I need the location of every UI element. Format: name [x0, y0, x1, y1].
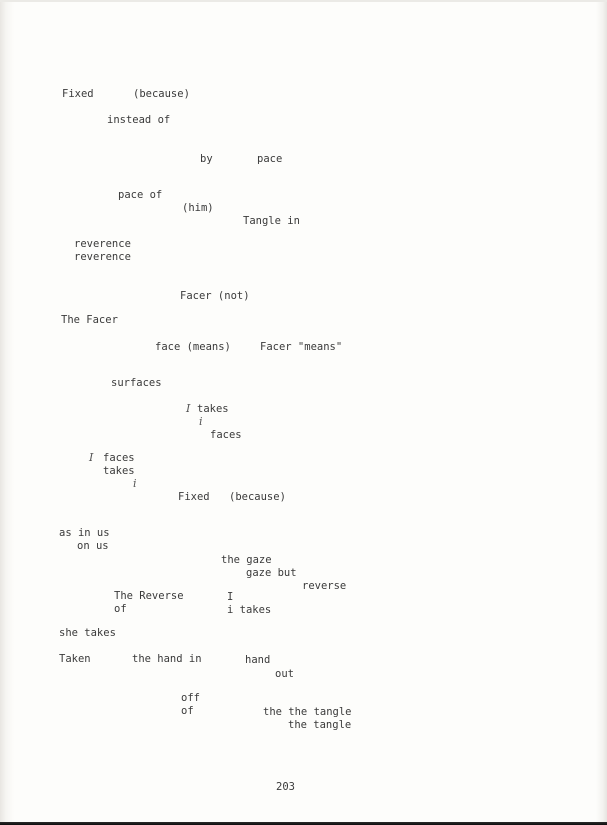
poem-word: Facer "means": [260, 341, 343, 353]
poem-word: the gaze: [221, 554, 272, 566]
page-top-edge: [0, 0, 607, 2]
poem-word: I: [227, 591, 234, 603]
poem-word: (because): [133, 88, 190, 100]
poem-word: pace of: [118, 189, 163, 201]
poem-word: reverence: [74, 238, 131, 250]
poem-word: of: [114, 603, 127, 615]
poem-word: surfaces: [111, 377, 162, 389]
poem-word: Taken: [59, 653, 91, 665]
poem-word: off: [181, 692, 200, 704]
poem-word: Facer (not): [180, 290, 250, 302]
poem-word: reverence: [74, 251, 131, 263]
poem-word: faces: [103, 452, 135, 464]
poem-word-italic: I: [89, 451, 94, 464]
poem-word: she takes: [59, 627, 116, 639]
page-number: 203: [276, 781, 295, 793]
poem-word: as in us: [59, 527, 110, 539]
poem-word: gaze but: [246, 567, 297, 579]
poem-word: instead of: [107, 114, 171, 126]
poem-word: faces: [210, 429, 242, 441]
poem-word: on us: [77, 540, 109, 552]
poem-word: the the tangle: [263, 706, 352, 718]
poem-word: face (means): [155, 341, 231, 353]
poem-word: by: [200, 153, 213, 165]
poem-word: the hand in: [132, 653, 202, 665]
poem-word: i takes: [227, 604, 272, 616]
poem-word: takes: [197, 403, 229, 415]
poem-word-italic: i: [199, 415, 203, 428]
poem-word: takes: [103, 465, 135, 477]
poem-word: pace: [257, 153, 283, 165]
poem-word: hand: [245, 654, 271, 666]
poem-word: Fixed: [178, 491, 210, 503]
poem-word: the tangle: [288, 719, 352, 731]
poem-word: Fixed: [62, 88, 94, 100]
poem-word-italic: i: [133, 477, 137, 490]
poem-word: The Facer: [61, 314, 118, 326]
poem-word: The Reverse: [114, 590, 184, 602]
poem-word: Tangle in: [243, 215, 300, 227]
poem-word: reverse: [302, 580, 347, 592]
poem-word-italic: I: [186, 402, 191, 415]
poem-word: out: [275, 668, 294, 680]
poem-word: (him): [182, 202, 214, 214]
poem-word: of: [181, 705, 194, 717]
poem-word: (because): [229, 491, 286, 503]
